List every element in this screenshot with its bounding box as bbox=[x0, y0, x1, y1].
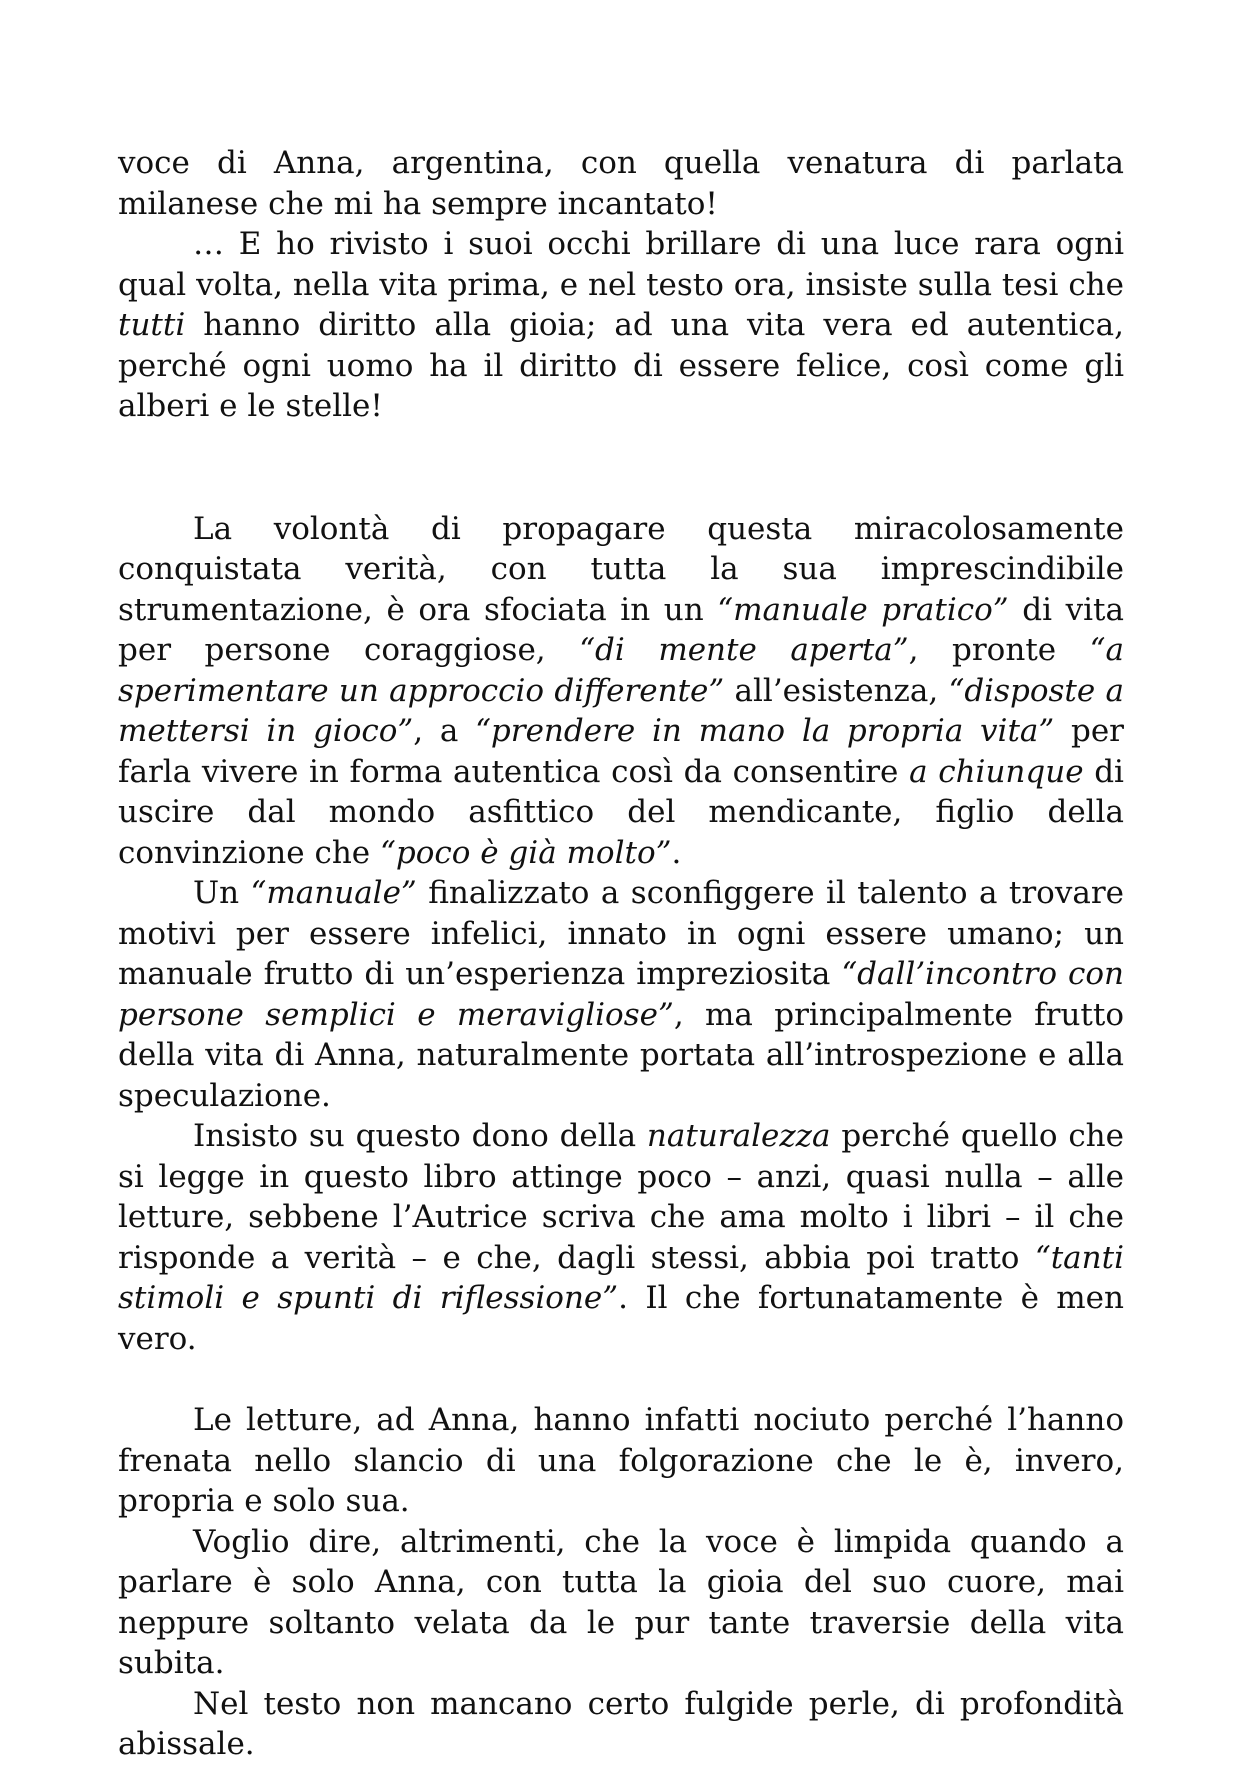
text-run: di vita per persone coraggiose, bbox=[118, 591, 1124, 668]
text-run: , a bbox=[413, 713, 476, 749]
text-run: per farla vivere in forma autentica così da consentire bbox=[118, 713, 1124, 790]
text-run: . Il che fortunatamente è men vero. bbox=[118, 1280, 1124, 1357]
text-run: all’esistenza, bbox=[724, 672, 949, 709]
text-run: , pronte bbox=[908, 632, 1090, 668]
text-run: Insisto su questo dono della bbox=[193, 1118, 647, 1154]
text-run: Un bbox=[193, 875, 251, 911]
paragraph-spacer bbox=[118, 1359, 1124, 1400]
italic-text-run: a chiunque bbox=[909, 753, 1084, 790]
paragraph-p4 bbox=[118, 873, 1124, 1116]
paragraph-p8 bbox=[118, 1684, 1124, 1765]
text-run: … E ho rivisto i suoi occhi brillare di una luce rara ogni qual volta, nella vita prima, e nel testo ora, insiste sulla tesi che bbox=[118, 226, 1124, 303]
italic-text-run: “di mente aperta” bbox=[579, 632, 909, 668]
italic-text-run: “prendere in mano la propria vita” bbox=[475, 713, 1055, 749]
document-page bbox=[118, 143, 1124, 1765]
paragraph-p2 bbox=[118, 224, 1124, 427]
text-run: perché quello che si legge in questo libro attinge poco – anzi, quasi nulla – alle letture, sebbene l’Autrice scriva che ama molto i libri – il che risponde a verità – e che, dagli stessi, abbia poi tratto bbox=[118, 1118, 1124, 1276]
italic-text-run: “manuale pratico” bbox=[717, 591, 1009, 628]
text-run: . bbox=[671, 834, 682, 871]
paragraph-p3 bbox=[118, 509, 1124, 874]
document-body bbox=[118, 143, 1124, 1765]
text-run: Voglio dire, altrimenti, che la voce è limpida quando a parlare è solo Anna, con tutta la gioia del suo cuore, mai neppure soltanto velata da le pur tante traversie della vita subita. bbox=[118, 1523, 1124, 1681]
italic-text-run: tutti bbox=[118, 307, 186, 343]
italic-text-run: “dall’incontro con persone semplici e meravigliose” bbox=[118, 956, 1125, 1033]
text-run: di uscire dal mondo asfittico del mendicante, figlio della convinzione che bbox=[118, 753, 1124, 871]
italic-text-run: “disposte a mettersi in gioco” bbox=[118, 672, 1124, 749]
text-run: , ma principalmente frutto della vita di Anna, naturalmente portata all’introspezione e alla speculazione. bbox=[118, 996, 1125, 1114]
italic-text-run: “a sperimentare un approccio differente” bbox=[118, 632, 1124, 709]
paragraph-p1 bbox=[118, 143, 1124, 224]
italic-text-run: naturalezza bbox=[646, 1118, 831, 1154]
paragraph-p7 bbox=[118, 1522, 1124, 1684]
italic-text-run: “tanti stimoli e spunti di riflessione” bbox=[118, 1239, 1124, 1316]
italic-text-run: “manuale” bbox=[250, 875, 417, 911]
text-run: hanno diritto alla gioia; ad una vita vera ed autentica, perché ogni uomo ha il diritto di essere felice, così come gli alberi e le stelle! bbox=[118, 307, 1124, 424]
text-run: La volontà di propagare questa miracolosamente conquistata verità, con tutta la sua imprescindibile strumentazione, è ora sfociata in un bbox=[118, 510, 1124, 628]
paragraph-p5 bbox=[118, 1116, 1124, 1359]
text-run: finalizzato a sconfiggere il talento a trovare motivi per essere infelici, innato in ogni essere umano; un manuale frutto di un’esperienza impreziosita bbox=[118, 875, 1124, 992]
paragraph-spacer bbox=[118, 427, 1124, 509]
italic-text-run: “poco è già molto” bbox=[380, 834, 672, 871]
paragraph-p6 bbox=[118, 1400, 1124, 1522]
text-run: voce di Anna, argentina, con quella venatura di parlata milanese che mi ha sempre incantato! bbox=[118, 145, 1124, 222]
text-run: Le letture, ad Anna, hanno infatti nociuto perché l’hanno frenata nello slancio di una folgorazione che le è, invero, propria e solo sua. bbox=[118, 1402, 1124, 1519]
text-run: Nel testo non mancano certo fulgide perle, di profondità abissale. bbox=[118, 1685, 1124, 1762]
